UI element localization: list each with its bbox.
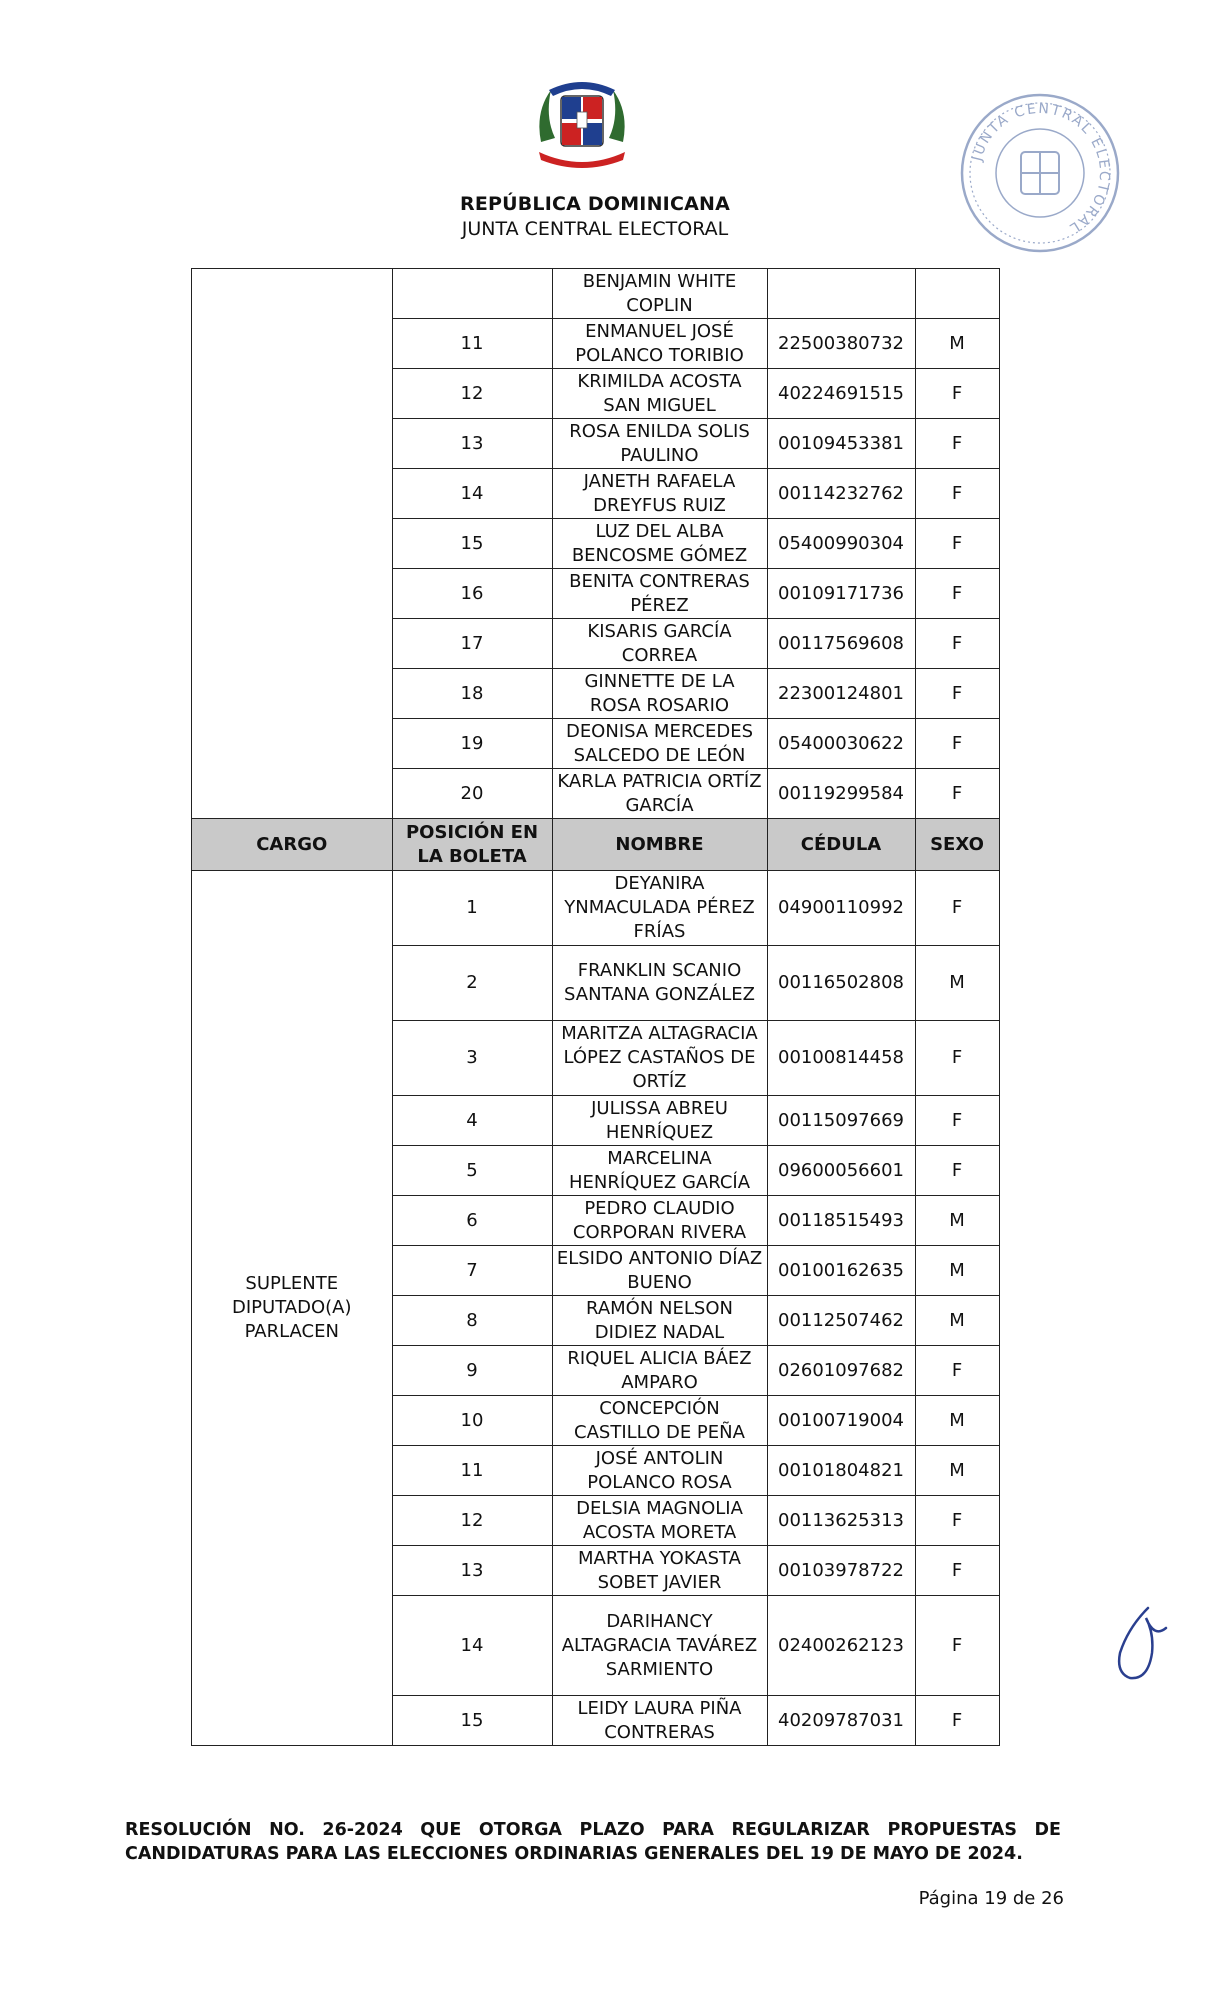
name-cell: MARCELINA HENRÍQUEZ GARCÍA [552, 1146, 767, 1196]
position-cell: 9 [392, 1346, 552, 1396]
name-cell: FRANKLIN SCANIO SANTANA GONZÁLEZ [552, 946, 767, 1021]
candidates-table [191, 268, 1000, 1746]
cedula-cell: 00115097669 [767, 1096, 915, 1146]
position-cell: 11 [392, 319, 552, 369]
name-cell: ENMANUEL JOSÉ POLANCO TORIBIO [552, 319, 767, 369]
position-cell [392, 269, 552, 319]
position-cell: 2 [392, 946, 552, 1021]
sexo-cell: F [915, 469, 999, 519]
resolution-title: RESOLUCIÓN NO. 26-2024 QUE OTORGA PLAZO PARA REGULARIZAR PROPUESTAS DE CANDIDATURAS PARA LAS ELECCIONES ORDINARIAS GENERALES DEL 19 DE MAYO DE 2024. [125, 1820, 1061, 1864]
cedula-cell: 22500380732 [767, 319, 915, 369]
position-cell: 13 [392, 419, 552, 469]
position-cell: 7 [392, 1246, 552, 1296]
sexo-cell: F [915, 669, 999, 719]
cedula-cell: 22300124801 [767, 669, 915, 719]
name-cell: DEONISA MERCEDES SALCEDO DE LEÓN [552, 719, 767, 769]
name-cell: ELSIDO ANTONIO DÍAZ BUENO [552, 1246, 767, 1296]
sexo-cell: F [915, 619, 999, 669]
table-row [192, 871, 1000, 946]
position-cell: 12 [392, 369, 552, 419]
cedula-cell [767, 269, 915, 319]
position-cell: 5 [392, 1146, 552, 1196]
cedula-cell: 04900110992 [767, 871, 915, 946]
name-cell: KRIMILDA ACOSTA SAN MIGUEL [552, 369, 767, 419]
name-cell: PEDRO CLAUDIO CORPORAN RIVERA [552, 1196, 767, 1246]
cedula-cell: 05400990304 [767, 519, 915, 569]
position-cell: 18 [392, 669, 552, 719]
position-cell: 13 [392, 1546, 552, 1596]
cedula-cell: 00109453381 [767, 419, 915, 469]
header-cargo: CARGO [192, 819, 393, 871]
signature-icon [1108, 1598, 1178, 1688]
name-cell: GINNETTE DE LA ROSA ROSARIO [552, 669, 767, 719]
position-cell: 15 [392, 519, 552, 569]
cedula-cell: 00100719004 [767, 1396, 915, 1446]
position-cell: 14 [392, 1596, 552, 1696]
name-cell: RAMÓN NELSON DIDIEZ NADAL [552, 1296, 767, 1346]
cedula-cell: 09600056601 [767, 1146, 915, 1196]
name-cell: DEYANIRA YNMACULADA PÉREZ FRÍAS [552, 871, 767, 946]
name-cell: KARLA PATRICIA ORTÍZ GARCÍA [552, 769, 767, 819]
cedula-cell: 00112507462 [767, 1296, 915, 1346]
position-cell: 16 [392, 569, 552, 619]
sexo-cell: M [915, 1246, 999, 1296]
position-cell: 10 [392, 1396, 552, 1446]
cedula-cell: 00116502808 [767, 946, 915, 1021]
cedula-cell: 00100162635 [767, 1246, 915, 1296]
svg-text:JUNTA CENTRAL ELECTORAL: JUNTA CENTRAL ELECTORAL [969, 100, 1113, 237]
cedula-cell: 00109171736 [767, 569, 915, 619]
cargo-cell: SUPLENTE DIPUTADO(A) PARLACEN [192, 871, 393, 1746]
cedula-cell: 00117569608 [767, 619, 915, 669]
position-cell: 1 [392, 871, 552, 946]
position-cell: 4 [392, 1096, 552, 1146]
name-cell: BENJAMIN WHITE COPLIN [552, 269, 767, 319]
sexo-cell: F [915, 1021, 999, 1096]
sexo-cell: F [915, 769, 999, 819]
sexo-cell: F [915, 1146, 999, 1196]
cedula-cell: 02400262123 [767, 1596, 915, 1696]
name-cell: RIQUEL ALICIA BÁEZ AMPARO [552, 1346, 767, 1396]
position-cell: 8 [392, 1296, 552, 1346]
sexo-cell: F [915, 1096, 999, 1146]
cedula-cell: 05400030622 [767, 719, 915, 769]
header-nombre: NOMBRE [552, 819, 767, 871]
cedula-cell: 00118515493 [767, 1196, 915, 1246]
sexo-cell: F [915, 1546, 999, 1596]
position-cell: 6 [392, 1196, 552, 1246]
sexo-cell: F [915, 569, 999, 619]
top-rows [192, 269, 1000, 819]
sexo-cell: M [915, 1396, 999, 1446]
sexo-cell: F [915, 1696, 999, 1746]
position-cell: 17 [392, 619, 552, 669]
sexo-cell: F [915, 369, 999, 419]
sexo-cell: F [915, 719, 999, 769]
cedula-cell: 00101804821 [767, 1446, 915, 1496]
sexo-cell: F [915, 1496, 999, 1546]
name-cell: CONCEPCIÓN CASTILLO DE PEÑA [552, 1396, 767, 1446]
position-cell: 19 [392, 719, 552, 769]
sexo-cell: M [915, 1446, 999, 1496]
cedula-cell: 40209787031 [767, 1696, 915, 1746]
position-cell: 14 [392, 469, 552, 519]
position-cell: 11 [392, 1446, 552, 1496]
header-country: REPÚBLICA DOMINICANA [459, 193, 730, 215]
sexo-cell: F [915, 871, 999, 946]
name-cell: DARIHANCY ALTAGRACIA TAVÁREZ SARMIENTO [552, 1596, 767, 1696]
coat-of-arms-icon [531, 72, 633, 176]
name-cell: BENITA CONTRERAS PÉREZ [552, 569, 767, 619]
position-cell: 3 [392, 1021, 552, 1096]
name-cell: MARTHA YOKASTA SOBET JAVIER [552, 1546, 767, 1596]
position-cell: 15 [392, 1696, 552, 1746]
cedula-cell: 00100814458 [767, 1021, 915, 1096]
position-cell: 12 [392, 1496, 552, 1546]
name-cell: JOSÉ ANTOLIN POLANCO ROSA [552, 1446, 767, 1496]
section-rows [192, 871, 1000, 1746]
position-cell: 20 [392, 769, 552, 819]
sexo-cell: M [915, 1296, 999, 1346]
header-cedula: CÉDULA [767, 819, 915, 871]
name-cell: JANETH RAFAELA DREYFUS RUIZ [552, 469, 767, 519]
cedula-cell: 40224691515 [767, 369, 915, 419]
name-cell: KISARIS GARCÍA CORREA [552, 619, 767, 669]
name-cell: MARITZA ALTAGRACIA LÓPEZ CASTAÑOS DE ORTÍZ [552, 1021, 767, 1096]
cargo-cell [192, 269, 393, 819]
cedula-cell: 00114232762 [767, 469, 915, 519]
name-cell: JULISSA ABREU HENRÍQUEZ [552, 1096, 767, 1146]
cedula-cell: 02601097682 [767, 1346, 915, 1396]
sexo-cell: F [915, 1596, 999, 1696]
table-row [192, 269, 1000, 319]
sexo-cell: M [915, 319, 999, 369]
sexo-cell: M [915, 1196, 999, 1246]
sexo-cell: F [915, 519, 999, 569]
name-cell: LEIDY LAURA PIÑA CONTRERAS [552, 1696, 767, 1746]
header-sexo: SEXO [915, 819, 999, 871]
sexo-cell: F [915, 419, 999, 469]
table-header-row [192, 819, 1000, 871]
header-institution: JUNTA CENTRAL ELECTORAL [461, 218, 729, 240]
name-cell: DELSIA MAGNOLIA ACOSTA MORETA [552, 1496, 767, 1546]
sexo-cell [915, 269, 999, 319]
header-posicion: POSICIÓN EN LA BOLETA [392, 819, 552, 871]
page-number: Página 19 de 26 [918, 1888, 1064, 1909]
name-cell: ROSA ENILDA SOLIS PAULINO [552, 419, 767, 469]
sexo-cell: M [915, 946, 999, 1021]
cedula-cell: 00113625313 [767, 1496, 915, 1546]
sexo-cell: F [915, 1346, 999, 1396]
cedula-cell: 00119299584 [767, 769, 915, 819]
cedula-cell: 00103978722 [767, 1546, 915, 1596]
name-cell: LUZ DEL ALBA BENCOSME GÓMEZ [552, 519, 767, 569]
